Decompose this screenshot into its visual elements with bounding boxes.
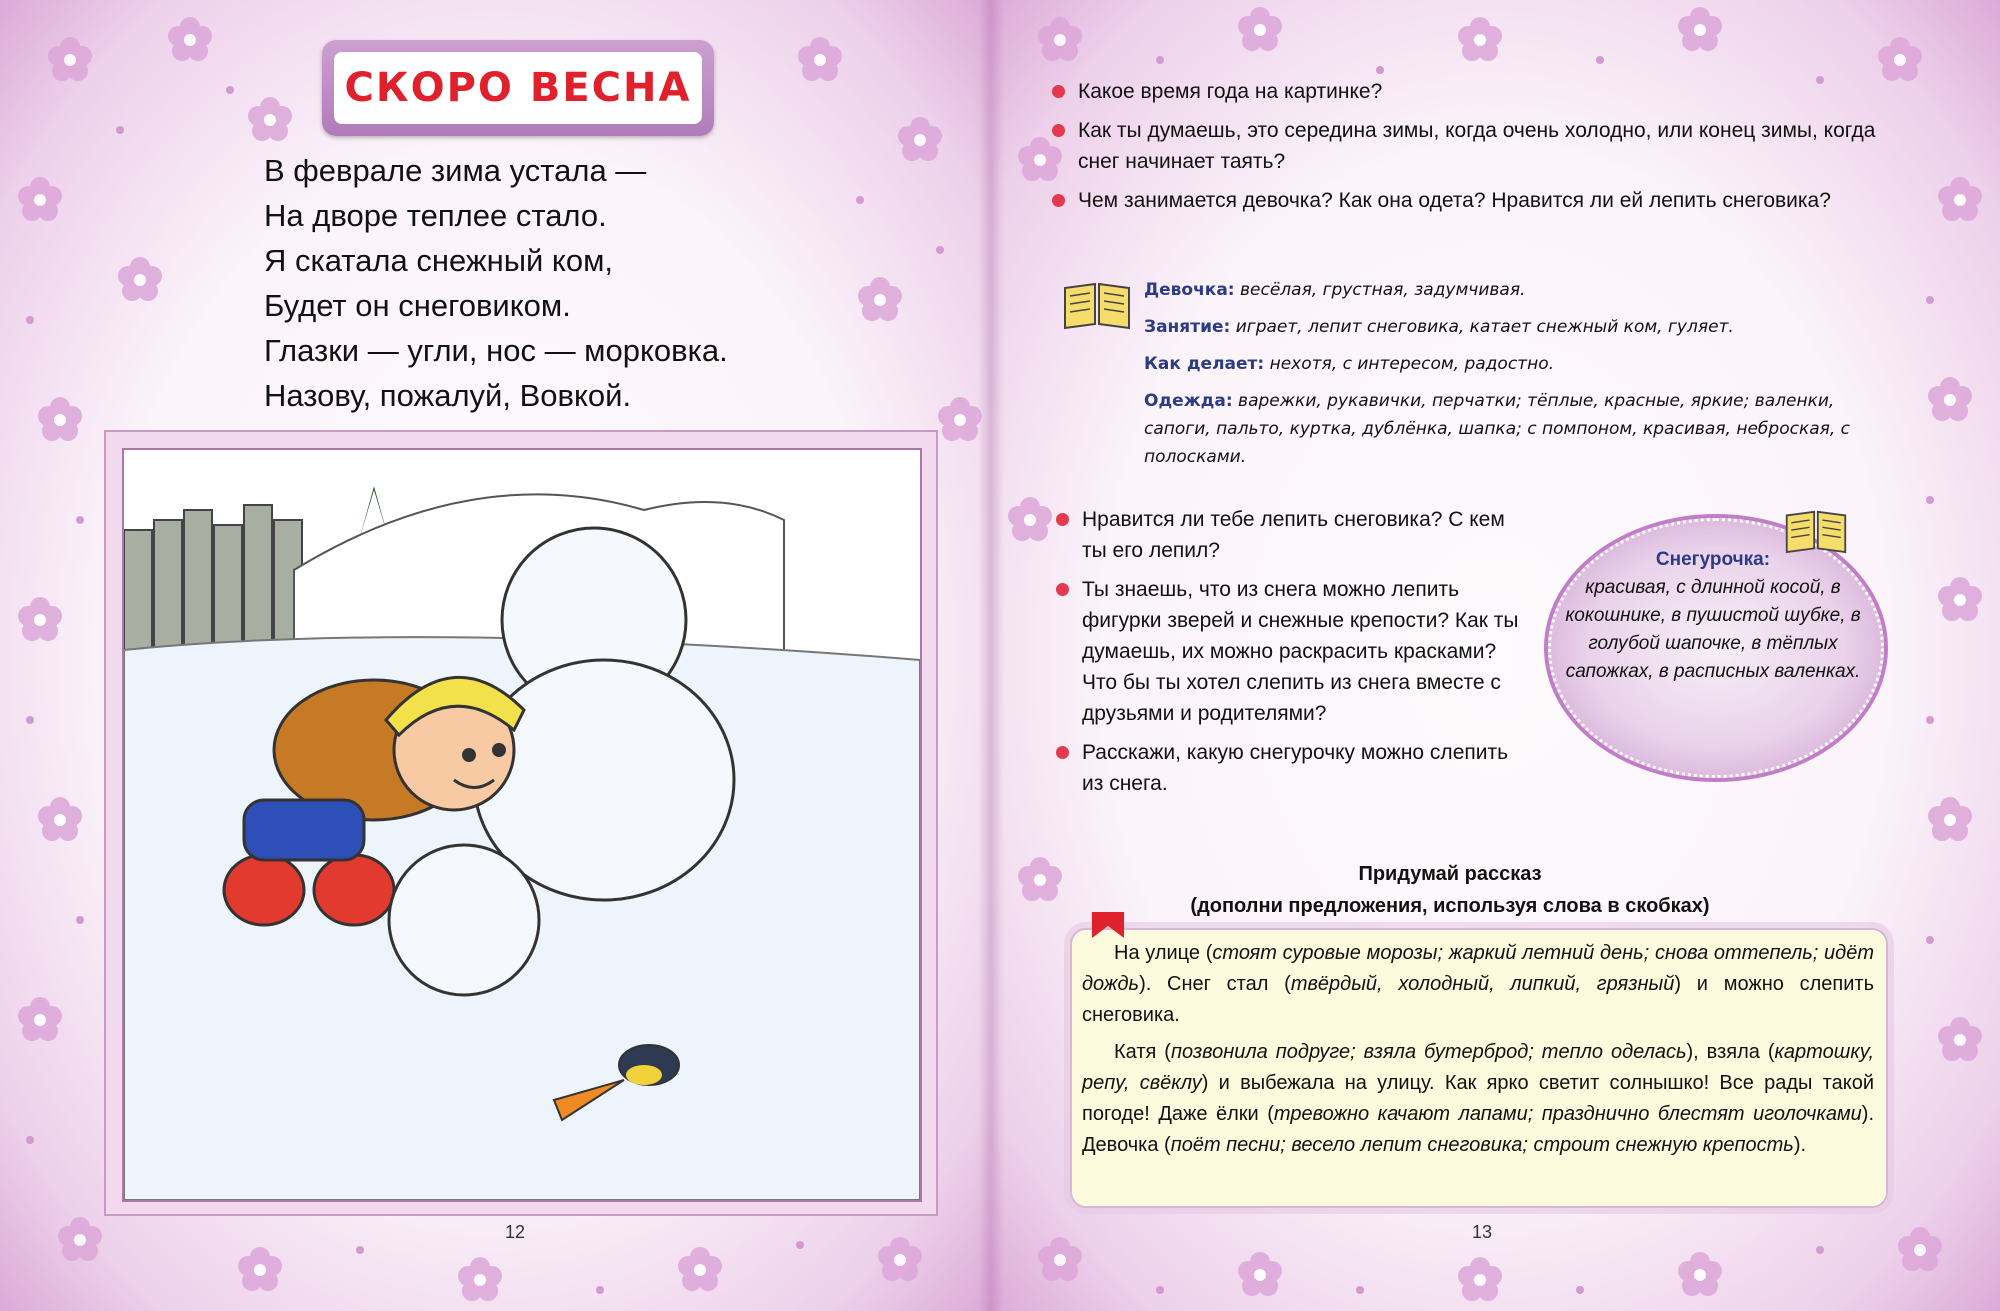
story-fragment: Катя ( xyxy=(1114,1041,1171,1063)
task-heading xyxy=(1150,858,1750,922)
vocab-row xyxy=(1144,387,1884,471)
winter-scene-illustration xyxy=(124,450,920,1200)
snegurochka-value: красивая, с длинной косой, в кокошнике, в пушистой шубке, в голубой шапочке, в тёплых сапожках, в расписных валенках. xyxy=(1565,577,1861,682)
question-text: Расскажи, какую снегурочку можно слепить из снега. xyxy=(1082,741,1509,795)
story-fragment: ). Девочка ( xyxy=(1082,1103,1875,1156)
question-item xyxy=(1052,504,1522,566)
vocab-row xyxy=(1144,350,1884,378)
poem-line: Я скатала снежный ком, xyxy=(264,243,613,278)
vocabulary-block xyxy=(1144,276,1884,480)
vocab-value: весёлая, грустная, задумчивая. xyxy=(1240,280,1526,300)
story-fragment: ) и выбежала на улицу. Как ярко светит солнышко! Все рады такой погоде! Даже ёлки ( xyxy=(1082,1072,1874,1125)
task-title: Придумай рассказ xyxy=(1358,863,1542,885)
snegurochka-label: Снегурочка: xyxy=(1655,549,1771,570)
story-options: стоят суровые морозы; жаркий летний день; снова оттепель; идёт дождь xyxy=(1082,942,1874,995)
book-gutter xyxy=(978,0,1004,1311)
vocab-value: играет, лепит снеговика, катает снежный ком, гуляет. xyxy=(1235,317,1734,337)
title-badge xyxy=(322,40,714,136)
vocab-label: Как делает: xyxy=(1144,354,1265,374)
illustration xyxy=(122,448,922,1202)
bullet-dot-icon xyxy=(1056,746,1069,759)
question-item xyxy=(1052,574,1522,729)
poem-line: В феврале зима устала — xyxy=(264,153,647,188)
illustration-frame xyxy=(104,430,938,1216)
bookmark-ribbon-icon xyxy=(1092,912,1124,938)
story-fragment: ). xyxy=(1793,1134,1807,1156)
vocab-value: варежки, рукавички, перчатки; тёплые, красные, яркие; валенки, сапоги, пальто, куртка, дублёнка, шапка; с помпоном, красивая, неброская, с полосками. xyxy=(1144,391,1851,467)
questions-middle xyxy=(1052,504,1522,807)
task-subtitle: (дополни предложения, используя слова в скобках) xyxy=(1190,895,1710,917)
question-item xyxy=(1052,737,1522,799)
story-options: картошку, репу, свёклу xyxy=(1082,1041,1874,1094)
question-text: Чем занимается девочка? Как она одета? Нравится ли ей лепить снеговика? xyxy=(1078,189,1831,212)
poem-line: Глазки — угли, нос — морковка. xyxy=(264,333,728,368)
story-options: поёт песни; весело лепит снеговика; строит снежную крепость xyxy=(1170,1134,1794,1156)
page-number-left: 12 xyxy=(505,1222,526,1242)
bullet-dot-icon xyxy=(1052,85,1065,98)
snegurochka-text xyxy=(1560,546,1866,686)
vocab-row xyxy=(1144,313,1884,341)
poem-line: Будет он снеговиком. xyxy=(264,288,571,323)
bullet-dot-icon xyxy=(1056,513,1069,526)
story-paragraph xyxy=(1082,1037,1874,1161)
bullet-dot-icon xyxy=(1056,583,1069,596)
story-text xyxy=(1082,938,1874,1167)
question-item xyxy=(1048,76,1888,107)
story-options: тревожно качают лапами; празднично блестят иголочками xyxy=(1273,1103,1862,1125)
question-text: Как ты думаешь, это середина зимы, когда очень холодно, или конец зимы, когда снег начинает таять? xyxy=(1078,119,1876,173)
poem xyxy=(264,148,864,418)
story-fragment: ). Снег стал ( xyxy=(1139,973,1291,995)
vocab-label: Девочка: xyxy=(1144,280,1235,300)
vocab-value: нехотя, с интересом, радостно. xyxy=(1269,354,1555,374)
poem-line: На дворе теплее стало. xyxy=(264,198,607,233)
question-item xyxy=(1048,115,1888,177)
book-icon xyxy=(1062,280,1132,330)
story-options: твёрдый, холодный, липкий, грязный xyxy=(1290,973,1675,995)
vocab-label: Одежда: xyxy=(1144,391,1233,411)
poem-line: Назову, пожалуй, Вовкой. xyxy=(264,378,632,413)
bullet-dot-icon xyxy=(1052,194,1065,207)
page-title: СКОРО ВЕСНА xyxy=(344,65,692,111)
question-text: Какое время года на картинке? xyxy=(1078,80,1383,103)
story-fragment: На улице ( xyxy=(1114,942,1213,964)
question-text: Нравится ли тебе лепить снеговика? С кем ты его лепил? xyxy=(1082,508,1505,562)
title-inner xyxy=(334,52,702,124)
vocab-row xyxy=(1144,276,1884,304)
vocab-label: Занятие: xyxy=(1144,317,1231,337)
questions-top xyxy=(1048,76,1888,224)
bullet-dot-icon xyxy=(1052,124,1065,137)
question-text: Ты знаешь, что из снега можно лепить фигурки зверей и снежные крепости? Как ты думаешь, их можно раскрасить красками? Что бы ты хотел слепить из снега вместе с друзьями и родителями? xyxy=(1082,578,1519,725)
question-item xyxy=(1048,185,1888,216)
story-paragraph xyxy=(1082,938,1874,1031)
story-fragment: ), взяла ( xyxy=(1686,1041,1775,1063)
page-number-right: 13 xyxy=(1472,1222,1493,1242)
story-fragment: ) и можно слепить снеговика. xyxy=(1082,973,1875,1026)
story-options: позвонила подруге; взяла бутерброд; тепло оделась xyxy=(1170,1041,1687,1063)
